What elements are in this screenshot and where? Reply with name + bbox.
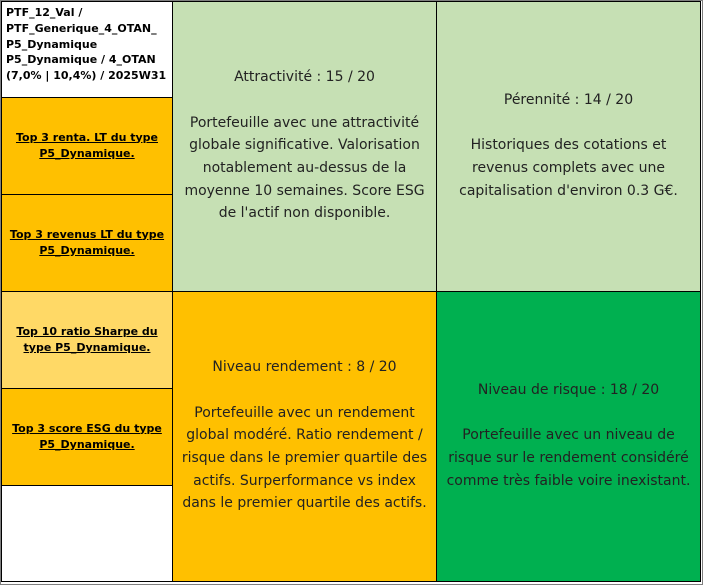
top3-renta-link[interactable]: Top 3 renta. LT du type P5_Dynamique. — [15, 130, 158, 160]
top10-sharpe-cell — [1, 291, 173, 389]
risque-panel — [436, 291, 701, 582]
perennite-text: Historiques des cotations et revenus complets avec une capitalisation d'environ 0.3 G€. — [459, 137, 678, 199]
attractivite-panel — [172, 1, 437, 292]
risque-title: Niveau de risque : 18 / 20 — [477, 381, 660, 398]
top3-revenus-link[interactable]: Top 3 revenus LT du type P5_Dynamique. — [9, 227, 165, 257]
rendement-panel — [172, 291, 437, 582]
perennite-panel — [436, 1, 701, 292]
top3-renta-cell — [1, 97, 173, 195]
header-line: P5_Dynamique / 4_OTAN — [6, 53, 156, 67]
top3-esg-link[interactable]: Top 3 score ESG du type P5_Dynamique. — [12, 421, 162, 451]
portfolio-header — [1, 1, 173, 98]
header-line: P5_Dynamique — [6, 37, 98, 51]
top10-sharpe-link[interactable]: Top 10 ratio Sharpe du type P5_Dynamique. — [16, 324, 158, 354]
top3-revenus-cell — [1, 194, 173, 292]
top3-esg-cell — [1, 388, 173, 486]
attractivite-title: Attractivité : 15 / 20 — [234, 69, 375, 86]
header-line: PTF_12_Val / — [6, 6, 83, 19]
empty-cell — [1, 485, 173, 582]
risque-text: Portefeuille avec un niveau de risque sur le rendement considéré comme très faible voire inexistant. — [446, 427, 691, 489]
rendement-title: Niveau rendement : 8 / 20 — [212, 359, 397, 376]
perennite-title: Pérennité : 14 / 20 — [503, 91, 634, 108]
rendement-text: Portefeuille avec un rendement global modéré. Ratio rendement / risque dans le premier quartile des actifs. Surperformance vs index dans le premier quartile des actifs. — [181, 404, 428, 512]
header-line: PTF_Generique_4_OTAN_ — [6, 21, 157, 35]
header-line: (7,0% | 10,4%) / 2025W31 — [6, 69, 167, 83]
attractivite-text: Portefeuille avec une attractivité globale significative. Valorisation notablement au-dessus de la moyenne 10 semaines. Score ESG de l'actif non disponible. — [184, 114, 425, 222]
